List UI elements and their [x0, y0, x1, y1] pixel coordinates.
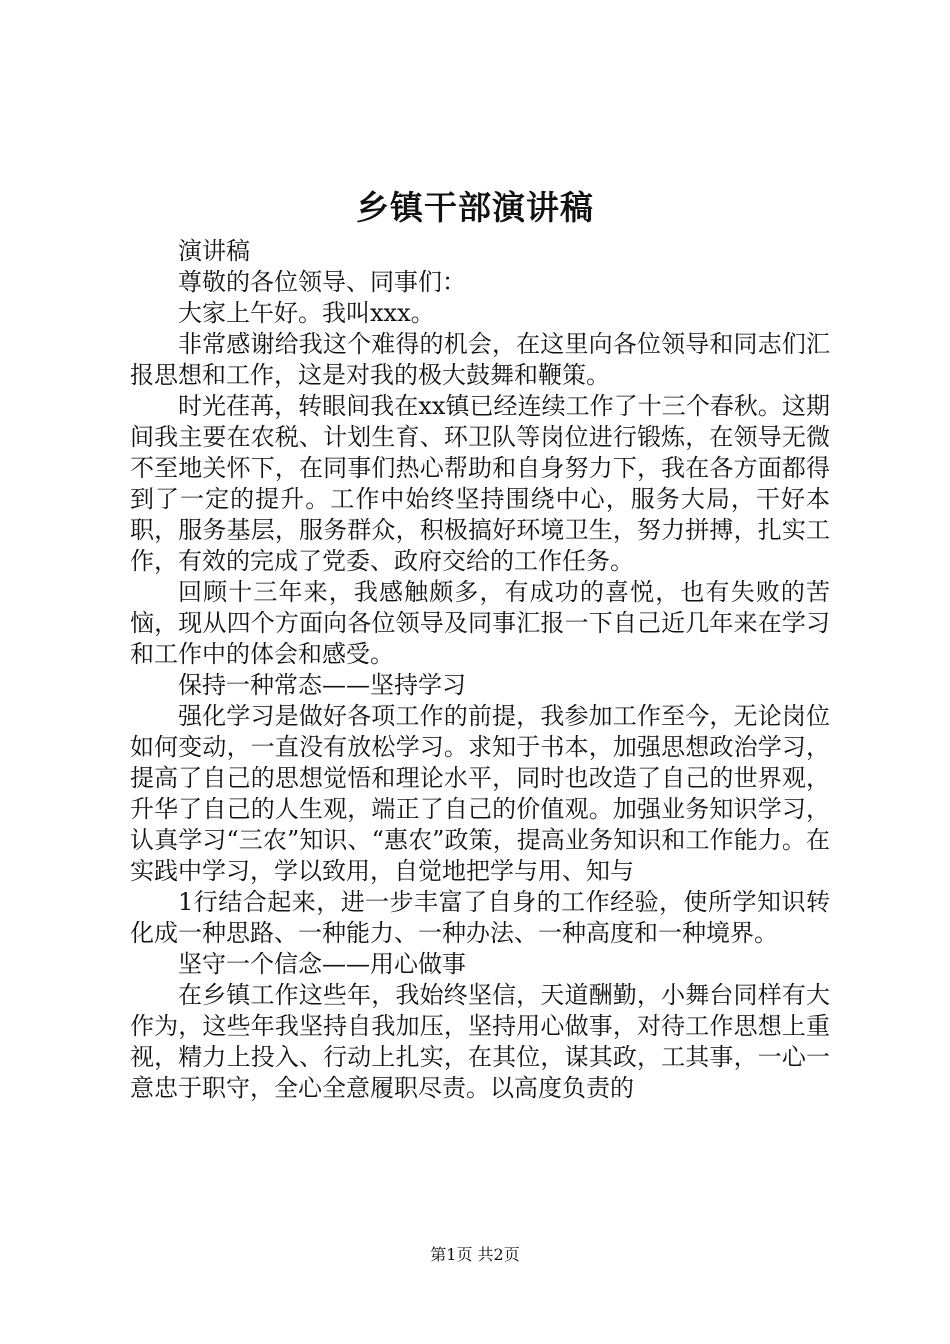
paragraph-salutation: 尊敬的各位领导、同事们：: [178, 268, 466, 296]
paragraph-belief: 在乡镇工作这些年，我始终坚信，天道酬勤，小舞台同样有大作为，这些年我坚持自我加压，坚持用心做事，对待工作思想上重视，精力上投入、行动上扎实，在其位，谋其政，工其事，一心一意忠于职守，全心全意履职尽责。以高度负责的: [130, 981, 830, 1102]
section-heading-learning: 保持一种常态——坚持学习: [178, 671, 466, 699]
paragraph-learning-continued: 1行结合起来，进一步丰富了自身的工作经验，使所学知识转化成一种思路、一种能力、一种办法、一种高度和一种境界。: [130, 888, 830, 947]
paragraph-thanks: 非常感谢给我这个难得的机会，在这里向各位领导和同志们汇报思想和工作，这是对我的极大鼓舞和鞭策。: [130, 330, 830, 389]
paragraph-self-intro: 大家上午好。我叫xxx。: [178, 299, 435, 327]
section-heading-belief: 坚守一个信念——用心做事: [178, 950, 466, 978]
paragraph-work-history: 时光荏苒，转眼间我在xx镇已经连续工作了十三个春秋。这期间我主要在农税、计划生育、环卫队等岗位进行锻炼，在领导无微不至地关怀下，在同事们热心帮助和自身努力下，我在各方面都得到了一定的提升。工作中始终坚持围绕中心，服务大局，干好本职，服务基层，服务群众，积极搞好环境卫生，努力拼搏，扎实工作，有效的完成了党委、政府交给的工作任务。: [130, 392, 830, 575]
paragraph-review: 回顾十三年来，我感触颇多，有成功的喜悦，也有失败的苦恼，现从四个方面向各位领导及同事汇报一下自己近几年来在学习和工作中的体会和感受。: [130, 578, 830, 668]
page-footer: 第1页 共2页: [430, 1245, 520, 1264]
paragraph-greeting-heading: 演讲稿: [178, 237, 250, 265]
document-title: 乡镇干部演讲稿: [356, 188, 594, 227]
paragraph-learning: 强化学习是做好各项工作的前提，我参加工作至今，无论岗位如何变动，一直没有放松学习。求知于书本，加强思想政治学习，提高了自己的思想觉悟和理论水平，同时也改造了自己的世界观，升华了自己的人生观，端正了自己的价值观。加强业务知识学习，认真学习“三农”知识、“惠农”政策，提高业务知识和工作能力。在实践中学习，学以致用，自觉地把学与用、知与: [130, 702, 830, 885]
document-body: [130, 236, 830, 1104]
